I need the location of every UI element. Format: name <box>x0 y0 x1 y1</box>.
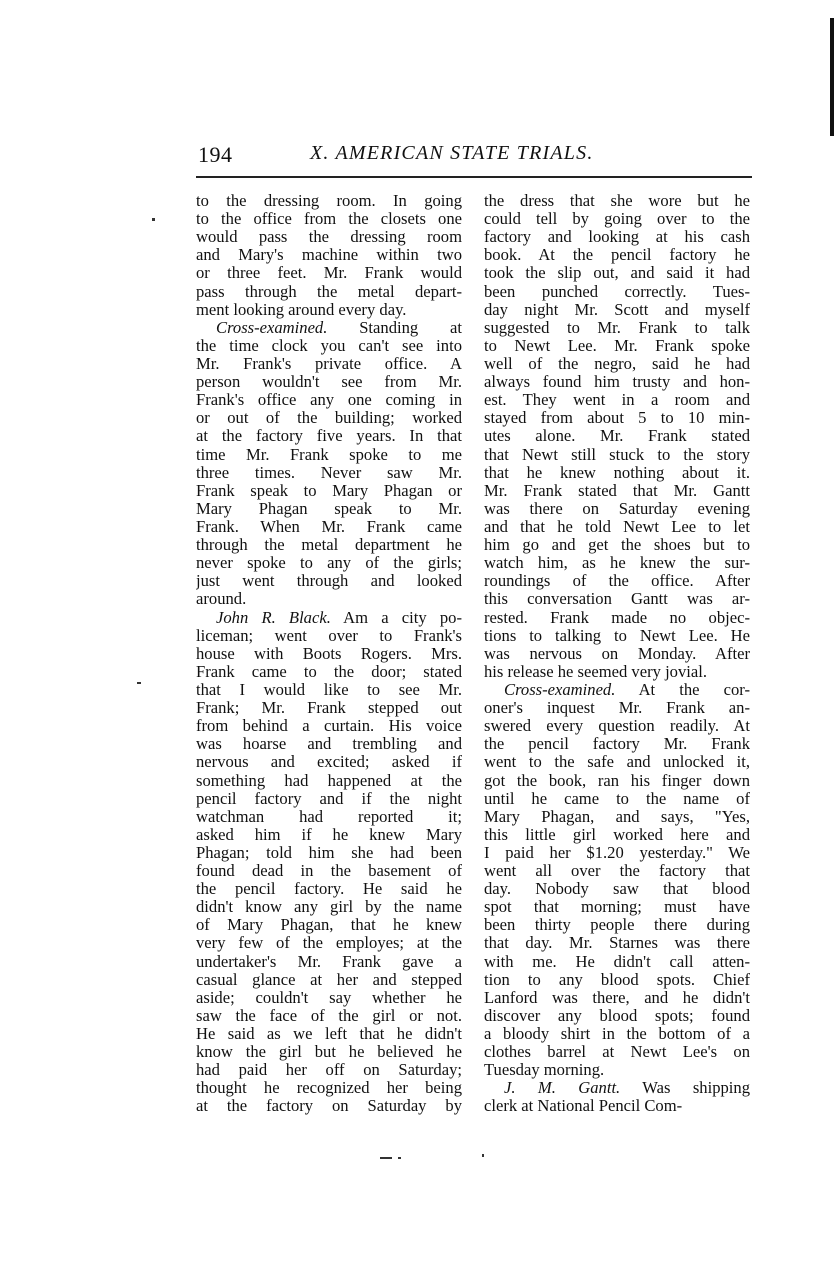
text-line <box>196 663 462 681</box>
line-text: to the dressing room. In going <box>196 192 462 210</box>
line-text: something had happened at the <box>196 771 462 790</box>
text-line <box>196 264 462 282</box>
text-line <box>196 953 462 971</box>
speaker-name: John R. Black. <box>216 608 331 627</box>
text-line <box>196 916 462 934</box>
line-text: this conversation Gantt was ar- <box>484 590 750 609</box>
speaker-name: J. M. Gantt. <box>504 1079 621 1098</box>
line-text: been punched correctly. Tues- <box>484 282 750 301</box>
text-line <box>484 427 750 445</box>
line-text: watchman had reported it; <box>196 807 462 826</box>
line-text: thought he recognized her being <box>196 1079 462 1098</box>
line-text: him go and get the shoes but to <box>484 536 750 555</box>
text-line <box>484 264 750 282</box>
text-line <box>484 283 750 301</box>
text-line <box>484 246 750 264</box>
line-text: that day. Mr. Starnes was there <box>484 934 750 953</box>
line-text: day. Nobody saw that blood <box>484 880 750 899</box>
text-line <box>484 518 750 536</box>
scan-speck <box>398 1157 401 1159</box>
text-line <box>196 989 462 1007</box>
line-text: or three feet. Mr. Frank would <box>196 264 462 283</box>
text-line <box>196 681 462 699</box>
text-line <box>196 355 462 373</box>
line-text: clothes barrel at Newt Lee's on <box>484 1043 750 1062</box>
scan-speck <box>137 682 141 684</box>
line-text: very few of the employes; at the <box>196 934 462 953</box>
line-text: factory and looking at his cash <box>484 228 750 247</box>
text-line <box>484 753 750 771</box>
line-text: always found him trusty and hon- <box>484 373 750 392</box>
line-text: would pass the dressing room <box>196 228 462 247</box>
line-text: I paid her $1.20 yesterday." We <box>484 843 750 862</box>
text-line <box>196 337 462 355</box>
text-line <box>484 934 750 952</box>
scan-edge-bar <box>830 18 834 136</box>
line-text: Mr. Frank's private office. A <box>196 354 462 373</box>
text-line <box>196 1061 462 1079</box>
text-line <box>196 391 462 409</box>
line-text: person wouldn't see from Mr. <box>196 373 462 392</box>
line-text: casual glance at her and stepped <box>196 970 462 989</box>
line-text: had paid her off on Saturday; <box>196 1061 462 1080</box>
text-line <box>196 572 462 590</box>
line-text: went all over the factory that <box>484 862 750 881</box>
text-line <box>484 536 750 554</box>
text-line <box>196 1043 462 1061</box>
text-line <box>484 554 750 572</box>
text-line <box>484 1043 750 1061</box>
text-line <box>484 609 750 627</box>
line-text: time Mr. Frank spoke to me <box>196 445 462 464</box>
scan-speck <box>152 218 155 221</box>
text-line <box>196 971 462 989</box>
line-text: took the slip out, and said it had <box>484 264 750 283</box>
scan-speck <box>482 1154 484 1157</box>
line-text: didn't know any girl by the name <box>196 898 462 917</box>
text-line <box>196 283 462 301</box>
text-line <box>196 934 462 952</box>
line-text: this little girl worked here and <box>484 825 750 844</box>
line-text: est. They went in a room and <box>484 391 750 410</box>
text-line <box>196 464 462 482</box>
text-line <box>484 953 750 971</box>
line-text: at the factory on Saturday by <box>196 1097 462 1116</box>
line-text: house with Boots Rogers. Mrs. <box>196 644 462 663</box>
text-line <box>196 590 462 608</box>
line-text: book. At the pencil factory he <box>484 246 750 265</box>
line-text: went to the safe and unlocked it, <box>484 753 750 772</box>
text-line <box>196 753 462 771</box>
text-line <box>196 409 462 427</box>
text-line <box>484 898 750 916</box>
line-text: just went through and looked <box>196 572 462 591</box>
line-text: at the factory five years. In that <box>196 427 462 446</box>
line-text: Mary Phagan speak to Mr. <box>196 499 462 518</box>
line-text: the time clock you can't see into <box>196 336 462 355</box>
line-text: three times. Never saw Mr. <box>196 463 462 482</box>
line-text: and that he told Newt Lee to let <box>484 517 750 536</box>
text-line <box>196 482 462 500</box>
text-line <box>196 500 462 518</box>
text-line <box>484 337 750 355</box>
line-text: Frank. When Mr. Frank came <box>196 517 462 536</box>
text-line <box>484 916 750 934</box>
line-text: the pencil factory Mr. Frank <box>484 735 750 754</box>
line-text: the pencil factory. He said he <box>196 880 462 899</box>
text-line <box>484 645 750 663</box>
line-text: Phagan; told him she had been <box>196 843 462 862</box>
line-text: tions to talking to Newt Lee. He <box>484 626 750 645</box>
text-line <box>196 844 462 862</box>
text-line <box>196 1079 462 1097</box>
line-text: stayed from about 5 to 10 min- <box>484 409 750 428</box>
text-line <box>196 373 462 391</box>
line-text: ment looking around every day. <box>196 300 407 319</box>
text-line <box>484 663 750 681</box>
text-line <box>484 500 750 518</box>
text-line <box>196 880 462 898</box>
line-text: oner's inquest Mr. Frank an- <box>484 699 750 718</box>
line-text: was nervous on Monday. After <box>484 644 750 663</box>
text-line <box>484 319 750 337</box>
line-text: Standing at <box>327 318 462 337</box>
text-line <box>196 898 462 916</box>
text-line <box>484 210 750 228</box>
text-line <box>196 536 462 554</box>
page-header <box>196 138 752 178</box>
line-text: to Newt Lee. Mr. Frank spoke <box>484 336 750 355</box>
line-text: utes alone. Mr. Frank stated <box>484 427 750 446</box>
line-text: to the office from the closets one <box>196 210 462 229</box>
speaker-name: Cross-examined. <box>216 318 328 337</box>
text-line <box>484 192 750 210</box>
text-line <box>484 735 750 753</box>
line-text: Frank; Mr. Frank stepped out <box>196 699 462 718</box>
line-text: never spoke to any of the girls; <box>196 554 462 573</box>
text-line <box>484 627 750 645</box>
text-line <box>484 355 750 373</box>
text-line <box>484 373 750 391</box>
text-line <box>196 210 462 228</box>
text-line <box>196 446 462 464</box>
line-text: watch him, as he knew the sur- <box>484 554 750 573</box>
line-text: liceman; went over to Frank's <box>196 626 462 645</box>
text-line <box>484 862 750 880</box>
text-line <box>484 572 750 590</box>
line-text: At the cor- <box>615 680 750 699</box>
text-line <box>484 1097 750 1115</box>
text-line <box>196 518 462 536</box>
text-line <box>484 844 750 862</box>
line-text: from behind a curtain. His voice <box>196 717 462 736</box>
line-text: and Mary's machine within two <box>196 246 462 265</box>
text-line <box>196 319 462 337</box>
text-line <box>196 862 462 880</box>
line-text: spot that morning; must have <box>484 898 750 917</box>
text-line <box>196 735 462 753</box>
line-text: Am a city po- <box>330 608 462 627</box>
text-line <box>196 699 462 717</box>
line-text: through the metal department he <box>196 536 462 555</box>
text-line <box>484 681 750 699</box>
text-line <box>196 1025 462 1043</box>
text-line <box>196 1007 462 1025</box>
text-line <box>484 826 750 844</box>
text-line <box>484 717 750 735</box>
text-line <box>196 1097 462 1115</box>
line-text: Was shipping <box>620 1079 750 1098</box>
text-line <box>196 808 462 826</box>
text-line <box>484 1025 750 1043</box>
text-line <box>196 717 462 735</box>
text-line <box>196 790 462 808</box>
line-text: been thirty people there during <box>484 916 750 935</box>
line-text: was there on Saturday evening <box>484 499 750 518</box>
text-line <box>196 609 462 627</box>
text-line <box>196 301 462 319</box>
line-text: was hoarse and trembling and <box>196 735 462 754</box>
text-line <box>196 554 462 572</box>
line-text: asked him if he knew Mary <box>196 825 462 844</box>
text-line <box>484 391 750 409</box>
line-text: clerk at National Pencil Com- <box>484 1097 683 1116</box>
scan-speck <box>380 1157 392 1159</box>
text-line <box>196 627 462 645</box>
line-text: until he came to the name of <box>484 789 750 808</box>
line-text: saw the face of the girl or not. <box>196 1006 462 1025</box>
text-line <box>196 645 462 663</box>
text-line <box>484 971 750 989</box>
text-line <box>484 772 750 790</box>
text-line <box>484 301 750 319</box>
text-line <box>484 880 750 898</box>
line-text: a bloody shirt in the bottom of a <box>484 1025 750 1044</box>
line-text: around. <box>196 590 247 609</box>
text-line <box>196 228 462 246</box>
text-line <box>484 228 750 246</box>
line-text: that he knew nothing about it. <box>484 463 750 482</box>
line-text: nervous and excited; asked if <box>196 753 462 772</box>
line-text: day night Mr. Scott and myself <box>484 300 750 319</box>
line-text: Lanford was there, and he didn't <box>484 988 750 1007</box>
line-text: Frank's office any one coming in <box>196 391 462 410</box>
line-text: pencil factory and if the night <box>196 789 462 808</box>
text-line <box>196 427 462 445</box>
text-line <box>196 826 462 844</box>
line-text: that I would like to see Mr. <box>196 680 462 699</box>
line-text: well of the negro, said he had <box>484 354 750 373</box>
text-line <box>484 1079 750 1097</box>
line-text: discover any blood spots; found <box>484 1006 750 1025</box>
text-line <box>196 772 462 790</box>
speaker-name: Cross-examined. <box>504 680 616 699</box>
line-text: tion to any blood spots. Chief <box>484 970 750 989</box>
text-line <box>484 989 750 1007</box>
line-text: Mary Phagan, and says, "Yes, <box>484 807 750 826</box>
text-line <box>484 699 750 717</box>
text-line <box>484 482 750 500</box>
text-line <box>484 590 750 608</box>
text-line <box>196 192 462 210</box>
line-text: that Newt still stuck to the story <box>484 445 750 464</box>
line-text: roundings of the office. After <box>484 572 750 591</box>
line-text: rested. Frank made no objec- <box>484 608 750 627</box>
left-text-column <box>196 192 462 1116</box>
text-line <box>484 446 750 464</box>
line-text: Frank came to the door; stated <box>196 662 462 681</box>
line-text: He said as we left that he didn't <box>196 1025 462 1044</box>
line-text: suggested to Mr. Frank to talk <box>484 318 750 337</box>
line-text: found dead in the basement of <box>196 862 462 881</box>
line-text: of Mary Phagan, that he knew <box>196 916 462 935</box>
line-text: aside; couldn't say whether he <box>196 988 462 1007</box>
line-text: Frank speak to Mary Phagan or <box>196 481 462 500</box>
line-text: his release he seemed very jovial. <box>484 662 708 681</box>
text-line <box>484 1061 750 1079</box>
text-line <box>484 464 750 482</box>
line-text: pass through the metal depart- <box>196 282 462 301</box>
text-line <box>196 246 462 264</box>
text-line <box>484 1007 750 1025</box>
line-text: know the girl but he believed he <box>196 1043 462 1062</box>
running-title: X. AMERICAN STATE TRIALS. <box>310 142 594 164</box>
line-text: undertaker's Mr. Frank gave a <box>196 952 462 971</box>
line-text: swered every question readily. At <box>484 717 750 736</box>
text-line <box>484 409 750 427</box>
right-text-column <box>484 192 750 1116</box>
line-text: or out of the building; worked <box>196 409 462 428</box>
line-text: could tell by going over to the <box>484 210 750 229</box>
line-text: with me. He didn't call atten- <box>484 952 750 971</box>
text-line <box>484 790 750 808</box>
text-line <box>484 808 750 826</box>
line-text: got the book, ran his finger down <box>484 771 750 790</box>
line-text: the dress that she wore but he <box>484 192 750 210</box>
line-text: Tuesday morning. <box>484 1061 605 1080</box>
line-text: Mr. Frank stated that Mr. Gantt <box>484 481 750 500</box>
page-number: 194 <box>198 142 233 167</box>
